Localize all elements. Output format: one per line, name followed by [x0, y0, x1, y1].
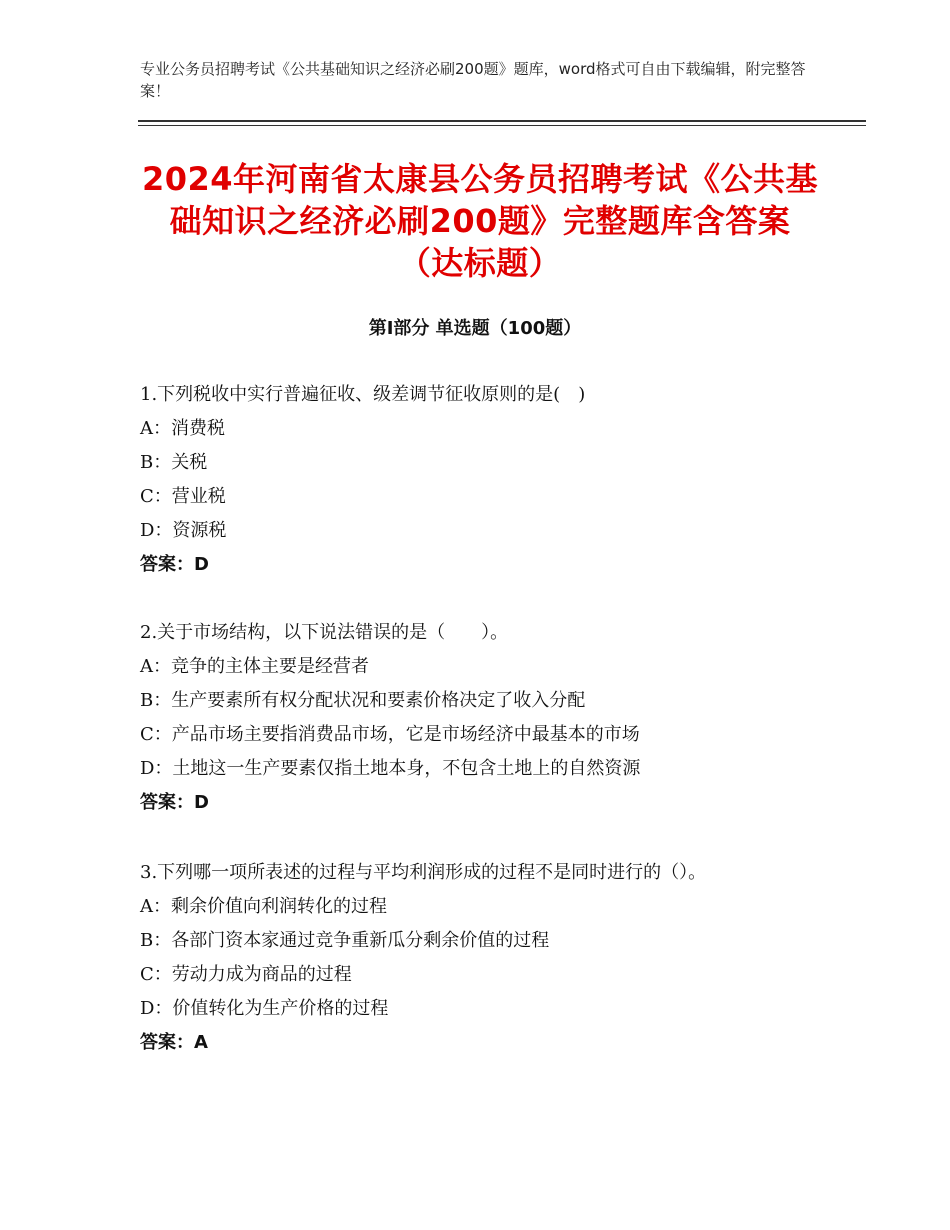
header-note: 专业公务员招聘考试《公共基础知识之经济必刷200题》题库，word格式可自由下载编辑，附完整答案！ — [140, 60, 806, 100]
header-divider — [138, 120, 866, 122]
answer: 答案：D — [140, 792, 209, 813]
option-c: C：营业税 — [140, 486, 226, 507]
answer: 答案：D — [140, 554, 209, 575]
section-title: 第Ⅰ部分 单选题（100题） — [368, 318, 582, 339]
option-a: A：竞争的主体主要是经营者 — [140, 656, 369, 677]
option-a: A：剩余价值向利润转化的过程 — [140, 896, 387, 917]
option-d: D：土地这一生产要素仅指土地本身，不包含土地上的自然资源 — [140, 758, 641, 779]
question-stem: 1.下列税收中实行普遍征收、级差调节征收原则的是( ) — [140, 384, 586, 405]
option-d: D：资源税 — [140, 520, 227, 541]
option-b: B：生产要素所有权分配状况和要素价格决定了收入分配 — [140, 690, 586, 711]
document-title: 2024年河南省太康县公务员招聘考试《公共基础知识之经济必刷200题》完整题库含答案（达标题） — [141, 160, 819, 282]
option-a: A：消费税 — [140, 418, 225, 439]
option-d: D：价值转化为生产价格的过程 — [140, 998, 389, 1019]
question-3 — [140, 856, 820, 1060]
option-c: C：劳动力成为商品的过程 — [140, 964, 352, 985]
option-c: C：产品市场主要指消费品市场，它是市场经济中最基本的市场 — [140, 724, 640, 745]
answer: 答案：A — [140, 1032, 208, 1053]
question-1 — [140, 378, 820, 582]
header-divider-thin — [138, 125, 866, 126]
question-stem: 3.下列哪一项所表述的过程与平均利润形成的过程不是同时进行的（）。 — [140, 862, 707, 883]
question-stem: 2.关于市场结构，以下说法错误的是（ ）。 — [140, 622, 509, 643]
option-b: B：关税 — [140, 452, 208, 473]
option-b: B：各部门资本家通过竞争重新瓜分剩余价值的过程 — [140, 930, 550, 951]
question-2 — [140, 616, 820, 820]
